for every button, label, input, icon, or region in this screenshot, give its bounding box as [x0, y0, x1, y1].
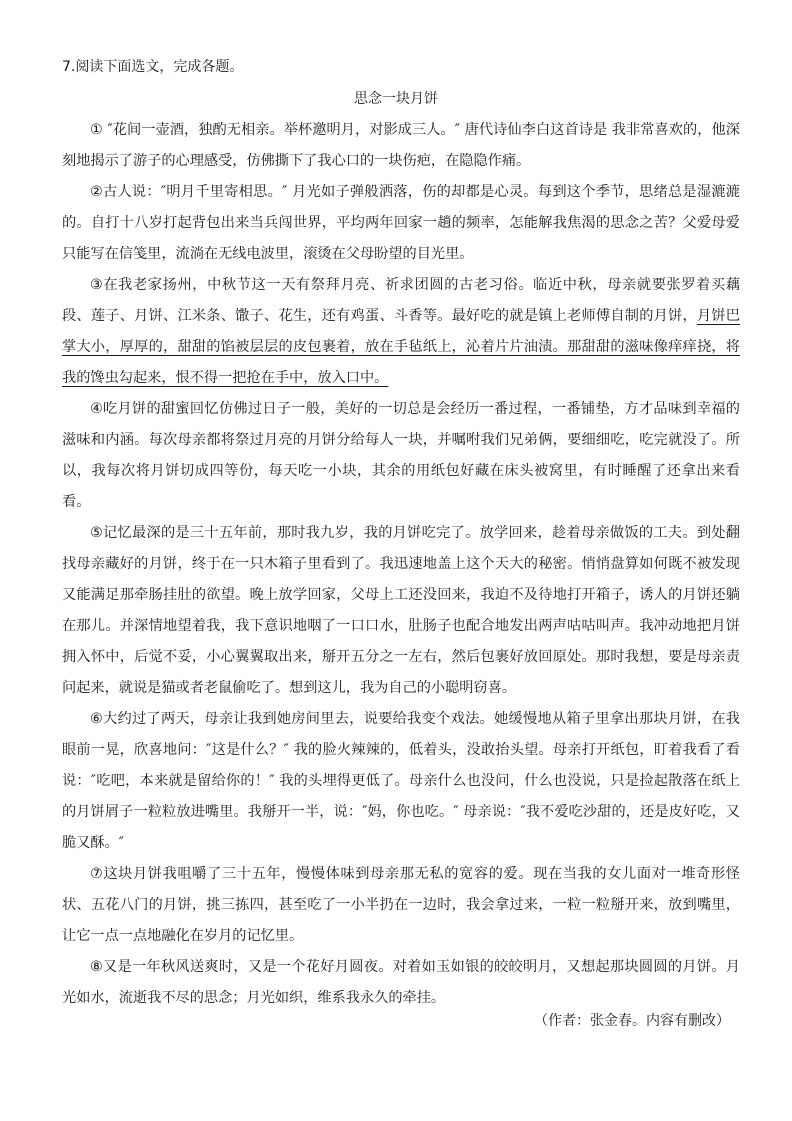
paragraph-5: ⑤记忆最深的是三十五年前，那时我九岁，我的月饼吃完了。放学回来，趁着母亲做饭的工夫。到处翻找母亲藏好的月饼，终于在一只木箱子里看到了。我迅速地盖上这个天大的秘密。悄悄盘算如何既不被发现又能满足那牵肠挂肚的欲望。晚上放学回家，父母上工还没回来，我迫不及待地打开箱子，诱人的月饼还躺在那儿。并深情地望着我，我下意识地咽了一口口水，肚肠子也配合地发出两声咕咕叫声。我冲动地把月饼拥入怀中，后觉不妥，小心翼翼取出来，掰开五分之一左右，然后包裹好放回原处。那时我想，要是母亲责问起来，就说是猫或者老鼠偷吃了。想到这儿，我为自己的小聪明窃喜。	[62, 525, 740, 696]
paragraph-8: ⑧又是一年秋风送爽时，又是一个花好月圆夜。对着如玉如银的皎皎明月，又想起那块圆圆的月饼。月光如水，流逝我不尽的思念；月光如织，维系我永久的牵挂。	[62, 959, 740, 1006]
paragraph-6: ⑥大约过了两天，母亲让我到她房间里去，说要给我变个戏法。她缓慢地从箱子里拿出那块月饼，在我眼前一晃，欣喜地问：″这是什么？″ 我的脸火辣辣的，低着头，没敢抬头望。母亲打开纸包，盯着我看了看说：″吃吧，本来就是留给你的！″ 我的头埋得更低了。母亲什么也没问，什么也没说，只是捡起散落在纸上的月饼屑子一粒粒放进嘴里。我掰开一半，说：″妈，你也吃。″ 母亲说：″我不爱吃沙甜的，还是皮好吃，又脆又酥。″	[62, 711, 740, 851]
paragraph-4: ④吃月饼的甜蜜回忆仿佛过日子一般，美好的一切总是会经历一番过程，一番铺垫，方才品味到幸福的滋味和内涵。每次母亲都将祭过月亮的月饼分给每人一块，并嘱咐我们兄弟俩，要细细吃，吃完就没了。所以，我每次将月饼切成四等份，每天吃一小块，其余的用纸包好藏在床头被窝里，有时睡醒了还拿出来看看。	[62, 401, 740, 510]
paragraph-3-text: ③在我老家扬州，中秋节这一天有祭拜月亮、祈求团圆的古老习俗。临近中秋，母亲就要张罗着买藕段、莲子、月饼、江米条、馓子、花生，还有鸡蛋、斗香等。最好吃的就是镇上老师傅自制的月饼，	[62, 277, 740, 324]
question-heading: 7.阅读下面选文，完成各题。	[62, 59, 244, 75]
paragraph-1: ① ″花间一壶酒，独酌无相亲。举杯邀明月，对影成三人。″ 唐代诗仙李白这首诗是 我非常喜欢的，他深刻地揭示了游子的心理感受，仿佛撕下了我心口的一块伤疤，在隐隐作痛。	[62, 122, 740, 169]
article-title: 思念一块月饼	[354, 91, 438, 107]
article-body	[62, 115, 740, 1014]
paragraph-7: ⑦这块月饼我咀嚼了三十五年，慢慢体味到母亲那无私的宽容的爱。现在当我的女儿面对一堆奇形怪状、五花八门的月饼，挑三拣四，甚至吃了一小半扔在一边时，我会拿过来，一粒一粒掰开来，放到嘴里，让它一点一点地融化在岁月的记忆里。	[62, 866, 740, 944]
paragraph-3	[62, 270, 740, 394]
paragraph-2: ②古人说：″明月千里寄相思。″ 月光如子弹般洒落，伤的却都是心灵。每到这个季节，思绪总是湿漉漉的。自打十八岁打起背包出来当兵闯世界，平均两年回家一趟的频率，怎能解我焦渴的思念之苦？父爱母爱只能写在信笺里，流淌在无线电波里，滚烫在父母盼望的目光里。	[62, 184, 740, 262]
underlined-sentence: 月饼巴掌大小，厚厚的，甜甜的馅被层层的皮包裹着，放在手毡纸上，沁着片片油渍。那甜甜的滋味像痒痒挠，将我的馋虫勾起来，恨不得一把抢在手中，放入口中。	[62, 308, 740, 386]
author-credit: （作者：张金春。内容有删改）	[534, 1013, 730, 1029]
